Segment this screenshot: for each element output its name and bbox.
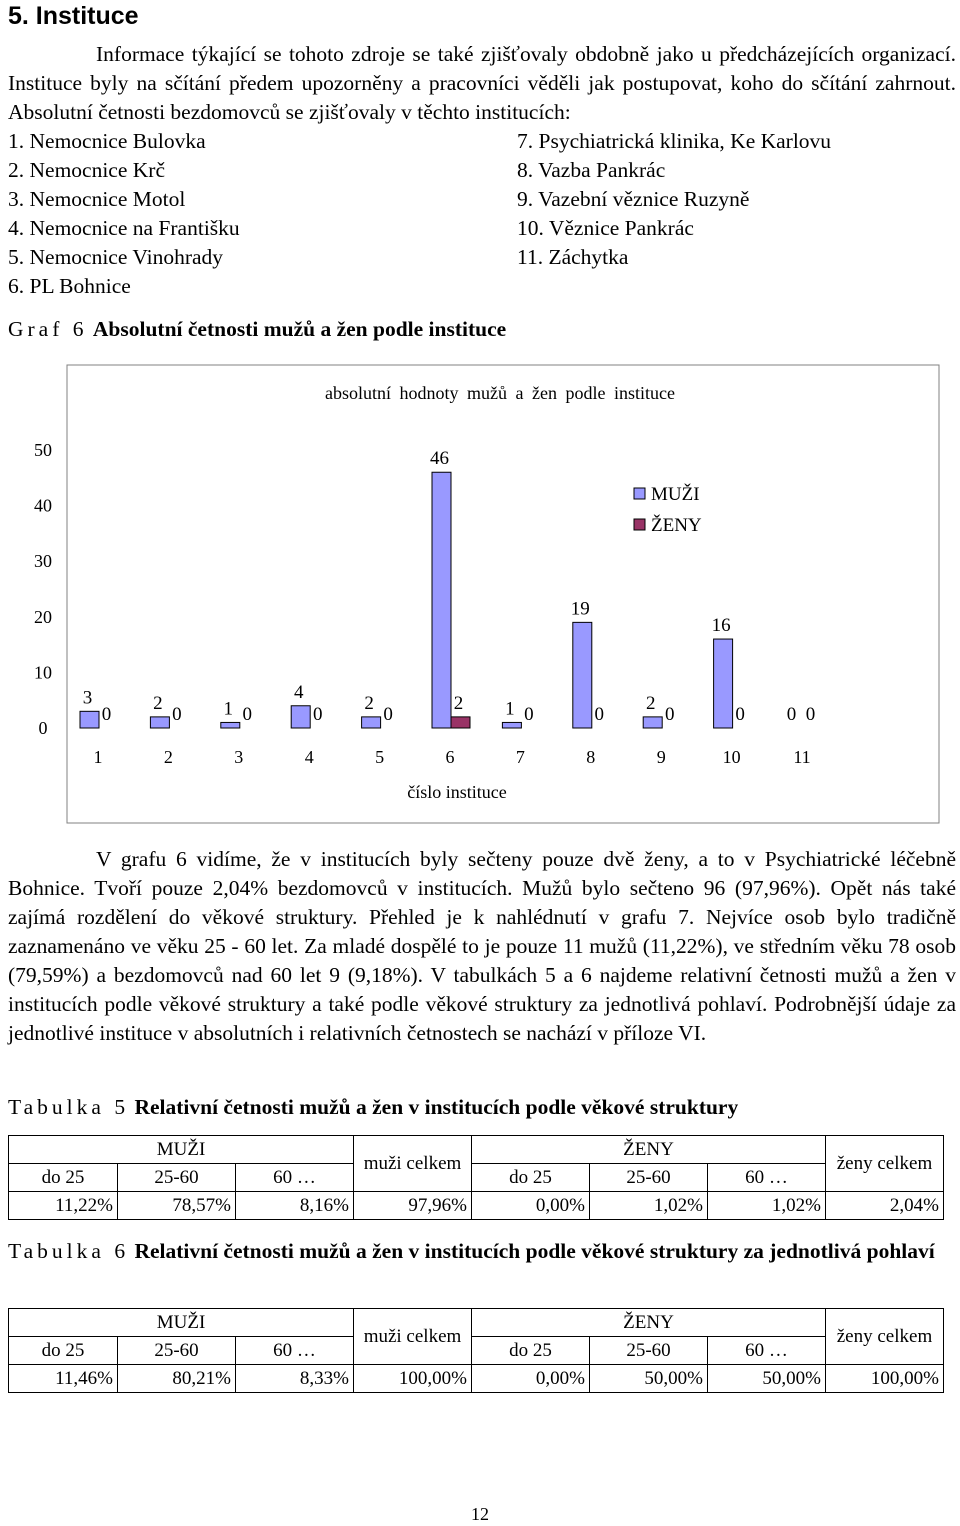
intro-paragraph: Informace týkající se tohoto zdroje se také zjišťovaly obdobně jako u předcházejících organizací. Instituce byly na sčítání předem upozorněny a pracovníci věděli jak postupovat, koho do sčítání zahrnout. Absolutní četnosti bezdomovců se zjišťovaly v těchto institucích: xyxy=(8,42,956,124)
chart-svg xyxy=(0,364,960,824)
table-cell: 2,04% xyxy=(826,1192,944,1220)
table-cell: 80,21% xyxy=(118,1365,236,1393)
institution-item: 9. Vazební věznice Ruzyně xyxy=(517,187,750,211)
institution-item: 11. Záchytka xyxy=(517,245,629,269)
age-group-header: do 25 xyxy=(472,1164,590,1192)
data-label-men: 0 xyxy=(786,704,797,725)
institution-item: 4. Nemocnice na Františku xyxy=(8,216,240,240)
data-label-women: 0 xyxy=(383,704,393,725)
table-cell: 78,57% xyxy=(118,1192,236,1220)
table-cell: 100,00% xyxy=(826,1365,944,1393)
table-cell: 8,16% xyxy=(236,1192,354,1220)
legend-swatch-men xyxy=(634,488,645,499)
table6-caption-label: Tabulka 6 xyxy=(8,1239,130,1263)
y-tick-label: 20 xyxy=(34,606,52,627)
table-cell: 11,22% xyxy=(9,1192,118,1220)
table6-caption-text: Relativní četnosti mužů a žen v institucích podle věkové struktury za jednotlivá pohlaví xyxy=(134,1239,935,1263)
bar-men xyxy=(80,711,99,728)
bar-men xyxy=(221,722,240,728)
y-tick-label: 10 xyxy=(34,662,52,683)
data-label-women: 0 xyxy=(242,704,253,725)
table-row xyxy=(9,1309,944,1337)
age-group-header: 25-60 xyxy=(590,1164,708,1192)
y-tick-label: 30 xyxy=(34,551,52,572)
data-label-men: 16 xyxy=(711,615,731,637)
data-label-women: 0 xyxy=(735,704,745,725)
data-label-women: 2 xyxy=(453,692,464,714)
women-total-header: ženy celkem xyxy=(826,1136,944,1192)
data-label-women: 0 xyxy=(101,704,112,725)
x-tick-label: 4 xyxy=(304,747,314,767)
x-tick-label: 7 xyxy=(515,747,525,767)
x-tick-label: 8 xyxy=(586,747,596,767)
table-row xyxy=(9,1136,944,1164)
data-label-women: 0 xyxy=(805,704,816,725)
age-group-header: 60 … xyxy=(708,1164,826,1192)
table-cell: 8,33% xyxy=(236,1365,354,1393)
bar-men xyxy=(643,717,662,728)
women-header: ŽENY xyxy=(472,1136,826,1164)
table5 xyxy=(8,1135,944,1220)
data-label-men: 4 xyxy=(293,681,304,703)
age-group-header: do 25 xyxy=(9,1337,118,1365)
data-label-men: 3 xyxy=(82,687,93,709)
data-label-men: 19 xyxy=(570,598,590,620)
table-cell: 1,02% xyxy=(590,1192,708,1220)
men-header: MUŽI xyxy=(9,1136,354,1164)
institution-item: 10. Věznice Pankrác xyxy=(517,216,694,240)
age-group-header: 60 … xyxy=(236,1164,354,1192)
table6 xyxy=(8,1308,944,1393)
table5-caption-text: Relativní četnosti mužů a žen v institucích podle věkové struktury xyxy=(134,1095,739,1119)
section-heading: 5. Instituce xyxy=(8,2,139,30)
data-label-men: 1 xyxy=(223,698,234,720)
table-cell: 11,46% xyxy=(9,1365,118,1393)
x-tick-label: 3 xyxy=(234,747,244,767)
table-row xyxy=(9,1365,944,1393)
table5-caption xyxy=(8,1093,738,1122)
analysis-paragraph: V grafu 6 vidíme, že v institucích byly sečteny pouze dvě ženy, a to v Psychiatrické léčebně Bohnice. Tvoří pouze 2,04% bezdomovců v institucích. Mužů bylo sečteno 96 (97,96%). Opět nás také zajímá rozdělení do věkové struktury. Přehled je k nahlédnutí v grafu 7. Nejvíce osob bylo tradičně zaznamenáno ve věku 25 - 60 let. Za mladé dospělé to je pouze 11 mužů (11,22%), ve středním věku 78 osob (79,59%) a bezdomovců nad 60 let 9 (9,18%). V tabulkách 5 a 6 najdeme relativní četnosti mužů a žen v institucích podle věkové struktury a také podle věkové struktury za jednotlivá pohlaví. Podrobnější údaje za jednotlivé instituce v absolutních i relativních četnostech se nachází v příloze VI. xyxy=(8,847,956,1045)
data-label-men: 46 xyxy=(430,448,449,470)
data-label-women: 0 xyxy=(524,704,534,725)
institution-item: 6. PL Bohnice xyxy=(8,274,131,298)
y-tick-label: 40 xyxy=(34,495,52,516)
age-group-header: 60 … xyxy=(236,1337,354,1365)
table5-caption-label: Tabulka 5 xyxy=(8,1095,130,1119)
table6-caption xyxy=(8,1237,956,1266)
x-tick-label: 6 xyxy=(445,747,455,767)
chart-title: absolutní hodnoty mužů a žen podle instituce xyxy=(325,383,675,403)
table-cell: 0,00% xyxy=(472,1192,590,1220)
bar-men xyxy=(432,472,451,728)
y-tick-label: 0 xyxy=(38,718,48,738)
bar-men xyxy=(502,722,521,728)
institution-item: 7. Psychiatrická klinika, Ke Karlovu xyxy=(517,129,832,153)
bar-women xyxy=(451,717,470,728)
data-label-men: 2 xyxy=(153,692,163,714)
x-tick-label: 9 xyxy=(656,747,666,767)
institution-item: 3. Nemocnice Motol xyxy=(8,187,186,211)
institution-item: 8. Vazba Pankrác xyxy=(517,158,666,182)
legend-label-women: ŽENY xyxy=(651,515,702,536)
table-cell: 0,00% xyxy=(472,1365,590,1393)
graph-caption-text: Absolutní četnosti mužů a žen podle instituce xyxy=(92,317,507,341)
bar-men xyxy=(714,639,733,728)
age-group-header: do 25 xyxy=(472,1337,590,1365)
institution-item: 1. Nemocnice Bulovka xyxy=(8,129,206,153)
data-label-men: 2 xyxy=(645,692,656,714)
x-tick-label: 1 xyxy=(93,747,103,767)
y-tick-label: 50 xyxy=(34,440,52,460)
table-cell: 50,00% xyxy=(590,1365,708,1393)
table-row xyxy=(9,1164,944,1192)
institution-item: 2. Nemocnice Krč xyxy=(8,158,165,182)
men-header: MUŽI xyxy=(9,1309,354,1337)
data-label-women: 0 xyxy=(664,704,675,725)
data-label-women: 0 xyxy=(312,704,323,725)
data-label-men: 1 xyxy=(505,698,515,720)
age-group-header: 25-60 xyxy=(118,1337,236,1365)
bar-men xyxy=(150,717,169,728)
table-cell: 50,00% xyxy=(708,1365,826,1393)
table-row xyxy=(9,1192,944,1220)
x-tick-label: 10 xyxy=(722,747,741,767)
age-group-header: do 25 xyxy=(9,1164,118,1192)
data-label-men: 2 xyxy=(364,692,374,714)
x-tick-label: 5 xyxy=(375,747,385,767)
legend-label-men: MUŽI xyxy=(651,484,700,505)
bar-chart xyxy=(0,364,960,824)
x-tick-label: 11 xyxy=(793,747,811,767)
women-total-header: ženy celkem xyxy=(826,1309,944,1365)
table-cell: 97,96% xyxy=(354,1192,472,1220)
page-number: 12 xyxy=(471,1504,489,1524)
table-cell: 1,02% xyxy=(708,1192,826,1220)
institution-item: 5. Nemocnice Vinohrady xyxy=(8,245,224,269)
data-label-women: 0 xyxy=(594,704,605,725)
bar-men xyxy=(362,717,381,728)
graph-caption xyxy=(8,315,506,344)
legend-swatch-women xyxy=(634,519,645,530)
bar-men xyxy=(291,706,310,728)
table-row xyxy=(9,1337,944,1365)
graph-caption-label: Graf 6 xyxy=(8,317,88,341)
men-total-header: muži celkem xyxy=(354,1136,472,1192)
age-group-header: 25-60 xyxy=(118,1164,236,1192)
age-group-header: 25-60 xyxy=(590,1337,708,1365)
bar-men xyxy=(573,622,592,728)
age-group-header: 60 … xyxy=(708,1337,826,1365)
x-axis-label: číslo instituce xyxy=(407,782,507,802)
women-header: ŽENY xyxy=(472,1309,826,1337)
data-label-women: 0 xyxy=(172,704,182,725)
men-total-header: muži celkem xyxy=(354,1309,472,1365)
table-cell: 100,00% xyxy=(354,1365,472,1393)
x-tick-label: 2 xyxy=(163,747,173,767)
